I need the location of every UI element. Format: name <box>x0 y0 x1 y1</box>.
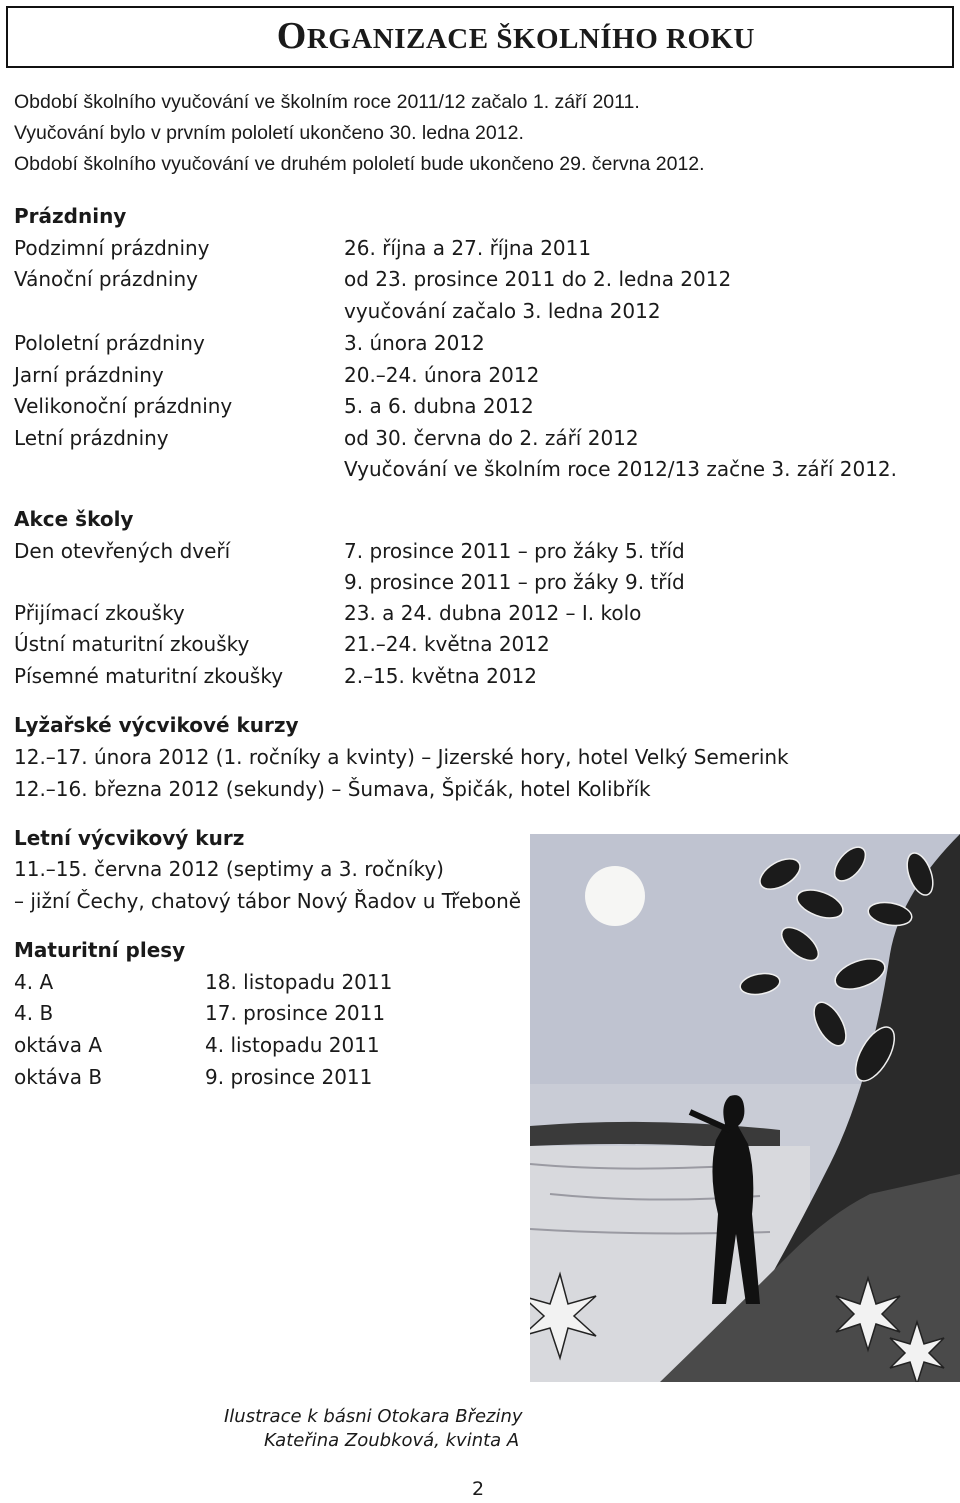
illustration-author: Kateřina Zoubková, kvinta A <box>264 1430 520 1451</box>
ball-class: 4. B <box>14 1001 54 1025</box>
ski-line: 12.–17. února 2012 (1. ročníky a kvinty) – Jizerské hory, hotel Velký Semerink <box>14 745 789 769</box>
ball-class: oktáva A <box>14 1033 103 1057</box>
ball-date: 4. listopadu 2011 <box>205 1033 380 1057</box>
event-label: Ústní maturitní zkoušky <box>14 632 250 656</box>
summer-line: 11.–15. června 2012 (septimy a 3. ročníky) <box>14 857 444 881</box>
holiday-value: 5. a 6. dubna 2012 <box>344 394 534 418</box>
ski-line: 12.–16. března 2012 (sekundy) – Šumava, Špičák, hotel Kolibřík <box>14 777 651 801</box>
event-label: Den otevřených dveří <box>14 539 231 563</box>
holiday-note: vyučování začalo 3. ledna 2012 <box>344 299 661 323</box>
summer-heading: Letní výcvikový kurz <box>14 826 245 850</box>
ball-date: 17. prosince 2011 <box>205 1001 386 1025</box>
ball-date: 18. listopadu 2011 <box>205 970 393 994</box>
page-number: 2 <box>472 1478 485 1500</box>
intro-line: Období školního vyučování ve druhém pololetí bude ukončeno 29. června 2012. <box>14 153 705 175</box>
holiday-value: od 30. června do 2. září 2012 <box>344 426 639 450</box>
balls-heading: Maturitní plesy <box>14 938 186 962</box>
page-title: ORGANIZACE ŠKOLNÍHO ROKU <box>276 15 755 57</box>
event-value: 21.–24. května 2012 <box>344 632 550 656</box>
holidays-heading: Prázdniny <box>14 204 127 228</box>
summer-line: – jižní Čechy, chatový tábor Nový Řadov u Třeboně <box>14 889 522 913</box>
intro-line: Období školního vyučování ve školním roce 2011/12 začalo 1. září 2011. <box>14 91 640 113</box>
event-label: Přijímací zkoušky <box>14 601 185 625</box>
holiday-value: 3. února 2012 <box>344 331 485 355</box>
event-value: 23. a 24. dubna 2012 – I. kolo <box>344 601 642 625</box>
holiday-label: Pololetní prázdniny <box>14 331 205 355</box>
event-value: 7. prosince 2011 – pro žáky 5. tříd <box>344 539 685 563</box>
ski-heading: Lyžařské výcvikové kurzy <box>14 713 299 737</box>
holiday-label: Vánoční prázdniny <box>14 267 198 291</box>
ball-class: 4. A <box>14 970 54 994</box>
illustration-caption: Ilustrace k básni Otokara Březiny <box>224 1406 523 1427</box>
holiday-value: 26. října a 27. října 2011 <box>344 236 592 260</box>
holiday-label: Velikonoční prázdniny <box>14 394 233 418</box>
holiday-label: Letní prázdniny <box>14 426 169 450</box>
illustration <box>530 834 960 1382</box>
events-heading: Akce školy <box>14 507 134 531</box>
ball-class: oktáva B <box>14 1065 103 1089</box>
holiday-note: Vyučování ve školním roce 2012/13 začne 3. září 2012. <box>344 457 898 481</box>
holiday-value: 20.–24. února 2012 <box>344 363 540 387</box>
holiday-label: Podzimní prázdniny <box>14 236 210 260</box>
event-value: 2.–15. května 2012 <box>344 664 537 688</box>
holiday-value: od 23. prosince 2011 do 2. ledna 2012 <box>344 267 732 291</box>
moon-icon <box>585 866 645 926</box>
intro-line: Vyučování bylo v prvním pololetí ukončeno 30. ledna 2012. <box>14 122 524 144</box>
event-note: 9. prosince 2011 – pro žáky 9. tříd <box>344 570 685 594</box>
event-label: Písemné maturitní zkoušky <box>14 664 284 688</box>
ball-date: 9. prosince 2011 <box>205 1065 373 1089</box>
holiday-label: Jarní prázdniny <box>14 363 164 387</box>
